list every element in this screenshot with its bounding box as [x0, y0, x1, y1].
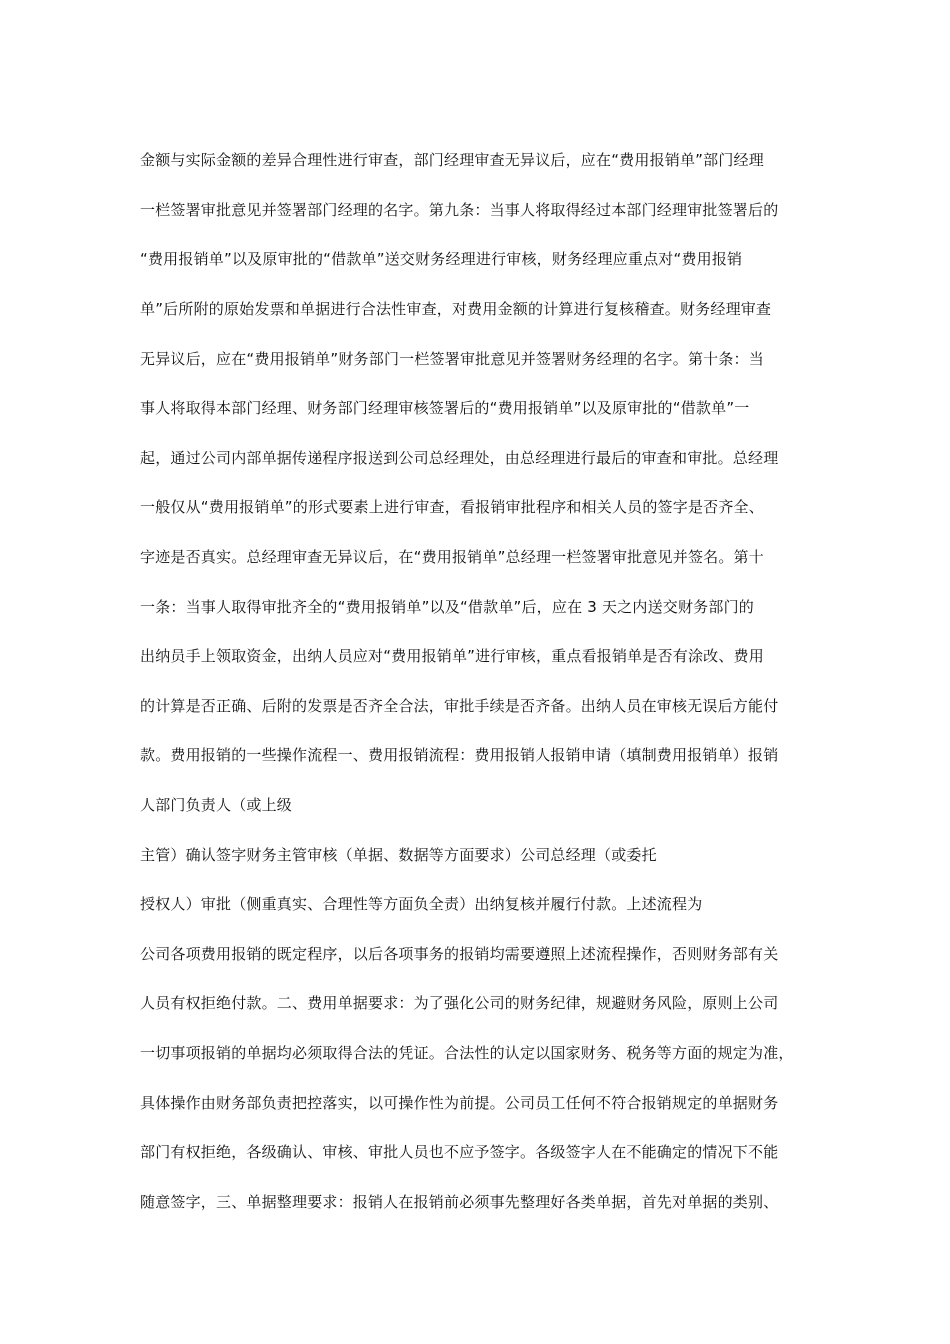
- text-line: 的计算是否正确、后附的发票是否齐全合法，审批手续是否齐备。出纳人员在审核无误后方能付: [140, 697, 779, 715]
- text-line: 字迹是否真实。总经理审查无异议后，在“费用报销单”总经理一栏签署审批意见并签名。第十: [140, 548, 764, 566]
- text-line: 一般仅从“费用报销单”的形式要素上进行审查，看报销审批程序和相关人员的签字是否齐全、: [140, 498, 764, 516]
- text-line: 起，通过公司内部单据传递程序报送到公司总经理处，由总经理进行最后的审查和审批。总经理: [140, 449, 779, 467]
- text-line: 一条：当事人取得审批齐全的“费用报销单”以及“借款单”后，应在 3 天之内送交财务部门的: [140, 598, 754, 616]
- text-line: 一切事项报销的单据均必须取得合法的凭证。合法性的认定以国家财务、税务等方面的规定为准，: [140, 1044, 794, 1062]
- text-line: 随意签字，三、单据整理要求：报销人在报销前必须事先整理好各类单据，首先对单据的类别、: [140, 1193, 779, 1211]
- text-line: 款。费用报销的一些操作流程一、费用报销流程：费用报销人报销申请（填制费用报销单）报销: [140, 746, 779, 764]
- text-line: 金额与实际金额的差异合理性进行审查，部门经理审查无异议后，应在“费用报销单”部门经理: [140, 151, 764, 169]
- text-line: 人部门负责人（或上级: [140, 796, 293, 814]
- text-line: 公司各项费用报销的既定程序，以后各项事务的报销均需要遵照上述流程操作，否则财务部有关: [140, 945, 779, 963]
- text-line: “费用报销单”以及原审批的“借款单”送交财务经理进行审核，财务经理应重点对“费用报销: [140, 250, 743, 268]
- text-line: 出纳员手上领取资金，出纳人员应对“费用报销单”进行审核，重点看报销单是否有涂改、费用: [140, 647, 764, 665]
- text-line: 事人将取得本部门经理、财务部门经理审核签署后的“费用报销单”以及原审批的“借款单”一: [140, 399, 750, 417]
- text-line: 人员有权拒绝付款。二、费用单据要求：为了强化公司的财务纪律，规避财务风险，原则上公司: [140, 994, 779, 1012]
- text-line: 部门有权拒绝，各级确认、审核、审批人员也不应予签字。各级签字人在不能确定的情况下不能: [140, 1143, 779, 1161]
- text-line: 单”后所附的原始发票和单据进行合法性审查，对费用金额的计算进行复核稽查。财务经理审查: [140, 300, 772, 318]
- text-line: 主管）确认签字财务主管审核（单据、数据等方面要求）公司总经理（或委托: [140, 846, 657, 864]
- text-line: 具体操作由财务部负责把控落实，以可操作性为前提。公司员工任何不符合报销规定的单据财务: [140, 1094, 779, 1112]
- text-line: 授权人）审批（侧重真实、合理性等方面负全责）出纳复核并履行付款。上述流程为: [140, 895, 703, 913]
- text-line: 一栏签署审批意见并签署部门经理的名字。第九条：当事人将取得经过本部门经理审批签署后的: [140, 201, 779, 219]
- text-line: 无异议后，应在“费用报销单”财务部门一栏签署审批意见并签署财务经理的名字。第十条：当: [140, 350, 764, 368]
